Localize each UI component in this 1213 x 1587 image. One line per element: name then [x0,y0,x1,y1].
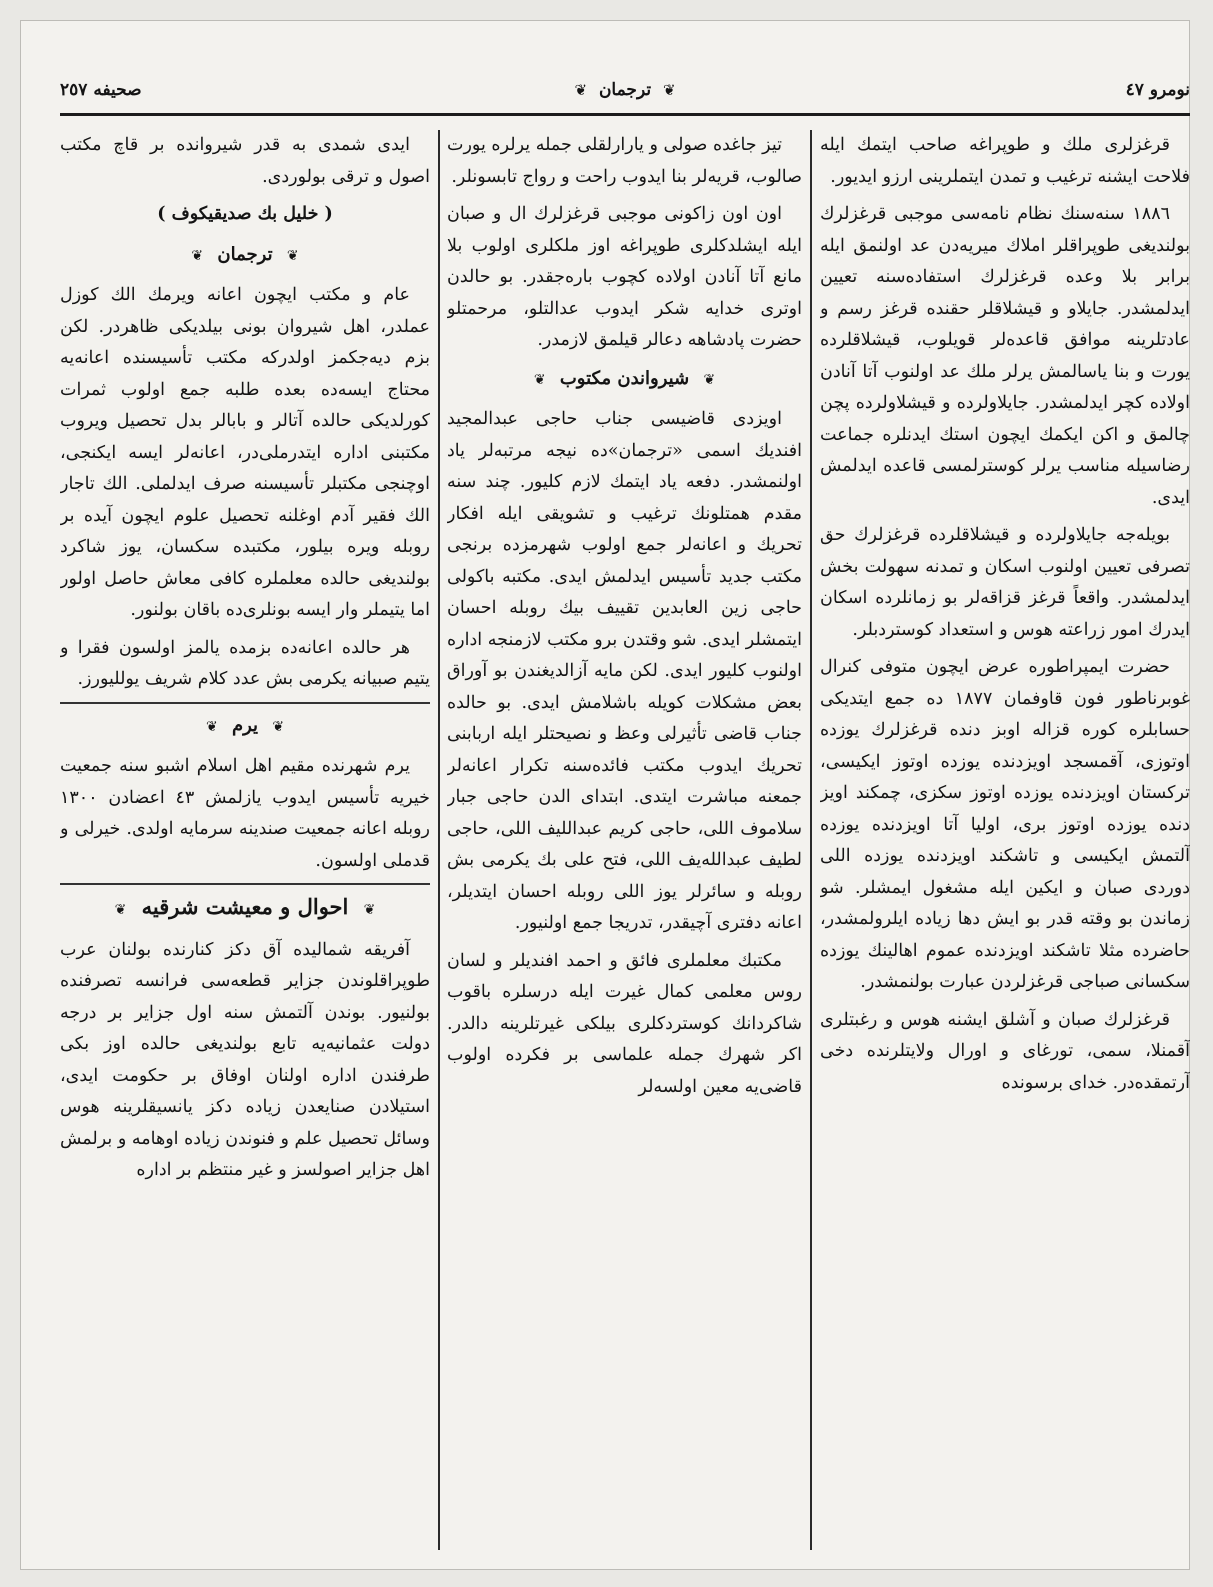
page-number: صحيفه ٢٥٧ [60,80,142,100]
ornament-icon: ❦ [191,247,204,264]
section-rule [60,702,430,704]
ornament-icon: ❦ [205,718,218,735]
section-title: احوال و معيشت شرقيه [141,894,349,919]
ornament-icon: ❦ [286,247,299,264]
paragraph: اويزدى قاضيسى جناب حاجى عبدالمجيد افنديك اسمى «ترجمان»ده نيجه مرتبه‌لر ياد اولنمشدر. دفعه ياد ايتمك لازم كليور. چند سنه مقدم همتلونك ترغيب و تشويقى ايله افكار تحريك و اعانه‌لر جمع اولوب شهرمزده برنجى مكتب جديد تأسيس ايدلمش ايدى. مكتبه باكولى حاجى زين العابدين تقييف بيك روبله احسان ايتمشلر ايدى. شو وقتدن برو مكتب لازمنجه اداره اولنوب كليور ايدى. لكن مايه آزالديغندن بو آوراق بعض مشكلات كويله باشلامش ايدى. بو حالده جناب قاضى تأثيرلى وعظ و نصيحتلر ايله اربابنى تحريك ايدوب مكتب فائده‌سنه تكرار اعانه‌لر جمعنه مباشرت ايتدى. ابتداى الدن حاجى جبار سلاموف اللى، حاجى كريم عبدالليف اللى، حاجى لطيف عبدالله‌يف اللى، فتح على بك يكرمى بش روبله و سائرلر يوز اللى روبله احسان ايتديلر، اعانه دفترى آچيقدر، تدريجا جمع اولنيور. [447,409,802,933]
column-left [60,130,430,1550]
section-rule [60,883,430,885]
column-middle [447,130,802,1550]
ornament-icon: ❦ [533,371,546,388]
issue-number: نومرو ٤٧ [1125,80,1190,100]
paragraph: عام و مكتب ايچون اعانه ويرمك الك كوزل عملدر، اهل شيروان بونى بيلديكى ظاهردر. لكن بزم ديه‌جكمز اولدركه مكتب تأسيسنده اعانه‌يه محتاج ايسه‌ده بعده طلبه جمع اولوب ثمرات كورلديكى حالده آتالر و بابالر بدل تحصيل ويروب مكتبنى اداره ايتدرملى‌در، اعانه‌لر ايسه ايكنجى، اوچنجى مكتبلر تأسيسنه صرف ايدلملى. الك تاجار الك فقير آدم اوغلنه تحصيل علوم ايچون آيده بر روبله ويره بيلور، مكتبده سكسان، يوز شاكرد بولنديغى حالده معلملره كافى معاش حاصل اولور اما يتيملر وار ايسه بونلرى‌ده باقان بولنور. [60,285,430,620]
newspaper-page [20,20,1190,1570]
section-heading [60,239,430,273]
ornament-icon: ❦ [114,902,127,918]
section-heading [60,710,430,744]
section-title: ترجمان [217,243,273,265]
paragraph: قرغزلرك صبان و آشلق ايشنه هوس و رغبتلرى آقمنلا، سمى، تورغاى و اورال ولايتلرنده دخى آرتمقده‌در. خداى برسونده [820,1009,1190,1093]
paragraph: حضرت ايمپراطوره عرض ايچون متوفى كنرال غوبرناطور فون قاوفمان ١٨٧٧ ده جمع ايتديكى حسابلره كوره قزاله اوبز دنده قرغزلرك يوزده اوتوزى، آقمسجد اويزدنده يوزده اوتوز ايكيسى، تركستان اويزدنده يوزده اوتوز سكزى، چمكند اويز دنده يوزده اوتوز برى، اوليا آتا اويزدنده يوزده آلتمش ايكيسى و تاشكند اويزدنده يوزده اللى دوردى صبان و ايكين ايله مشغول ايمشلر. شو زماندن بو وقته قدر بو ايش دها زياده ايلرولمشدر، حاضرده مثلا تاشكند اويزدنده عموم اهالينك يوزده سكسانى صباجى قرغزلردن عبارت بولنمشدر. [820,657,1190,992]
paragraph: قرغزلرى ملك و طوپراغه صاحب ايتمك ايله فلاحت ايشنه ترغيب و تمدن ايتملرينى ارزو ايديور. [820,135,1190,187]
page-header [60,58,1190,118]
column-right [820,130,1190,1550]
ornament-icon: ❦ [363,902,376,918]
section-title: شيرواندن مكتوب [559,367,690,389]
paragraph: هر حالده اعانه‌ده بزمده يالمز اولسون فقرا و يتيم صبيانه يكرمى بش عدد كلام شريف يولليورز. [60,637,430,689]
header-rule [60,113,1190,116]
paragraph: يرم شهرنده مقيم اهل اسلام اشبو سنه جمعيت خيريه تأسيس ايدوب يازلمش ٤٣ اعضادن ١٣٠٠ روبله اعانه جمعيت صندينه سرمايه اولدى. خيرلى و قدملى اولسون. [60,756,430,871]
paragraph: ايدى شمدى به قدر شيروانده بر قاچ مكتب اصول و ترقى بولوردى. [60,135,430,187]
left-ornament-icon: ❦ [662,81,676,99]
column-divider [810,130,812,1550]
section-title: يرم [231,714,259,736]
paragraph: ١٨٨٦ سنه‌سنك نظام نامه‌سى موجبى قرغزلرك بولنديغى طوپراقلر املاك ميريه‌دن عد اولنمق ايله برابر بلا وعده قرغزلرك استفاده‌سنه تعيين ايدلمشدر. جايلاو و قيشلاقلر حقنده قرغز رسم و عادتلرينه موافق قاعده‌لر قويلوب، قيشلاقلرده يورت و بنا ياسالمش يرلر ملك عد اولنوب آتا آنادن اولاده كچر ايدلمشدر. جايلاولرده و قيشلاولرده پچن چالمق و اكن ايكمك ايچون استك ايدنلره جماعت رضاسيله مناسب يرلر كوسترلمسى قاعده ايدلمش ايدى. [820,204,1190,508]
section-heading [447,363,802,397]
paper-name: ترجمان [598,80,652,100]
paragraph: تيز جاغده صولى و يارارلقلى جمله يرلره يورت صالوب، قريه‌لر بنا ايدوب راحت و رواج تابسونلر. [447,135,802,187]
paragraph: مكتبك معلملرى فائق و احمد افنديلر و لسان روس معلمى كمال غيرت ايله درسلره باقوب شاكردانك كوستردكلرى بيلكى غيرتلرينه دالدر. اكر شهرك جمله علماسى بر فكرده اولوب قاضى‌يه معين اولسه‌لر [447,950,802,1097]
column-divider [438,130,440,1550]
section-heading [60,891,430,927]
paragraph: اون اون زاكونى موجبى قرغزلرك ال و صبان ايله ايشلدكلرى طوپراغه اوز ملكلرى اولوب بلا مانع آتا آنادن اولاده كچوب باره‌جقدر. بو حالدن اوترى خدايه شكر ايدوب عدالتلو، مرحمتلو حضرت پادشاهه دعالر قيلمق لازمدر. [447,204,802,350]
columns [60,130,1190,1550]
paragraph: آفريقه شماليده آق دكز كنارنده بولنان عرب طوپراقلوندن جزاير قطعه‌سى فرانسه تصرفنده بولنيور. بوندن آلتمش سنه اول جزاير بر درجه دولت عثمانيه‌يه تابع بولنديغى حالده اوز بكى طرفندن اداره اولنان اوفاق بر حكومت ايدى، استيلادن صنايعدن زياده دكز يانسيقلرينه هوس وسائل تحصيل علم و فنوندن زياده اوهامه و برلمش اهل جزاير اصولسز و غير منتظم بر اداره [60,939,430,1180]
right-ornament-icon: ❦ [574,81,588,99]
ornament-icon: ❦ [703,371,716,388]
paper-name-block [568,80,681,100]
author-signature: ( خليل بك صديقيكوف ) [157,204,333,224]
paragraph: بويله‌جه جايلاولرده و قيشلاقلرده قرغزلرك حق تصرفى تعيين اولنوب اسكان و تمدنه سهولت بخش ايدلمشدر. واقعاً قرغز قزاقه‌لر بو زمانلرده اسكان ايدرك امور زراعته هوس و استعداد كوستردبلر. [820,525,1190,640]
ornament-icon: ❦ [272,718,285,735]
